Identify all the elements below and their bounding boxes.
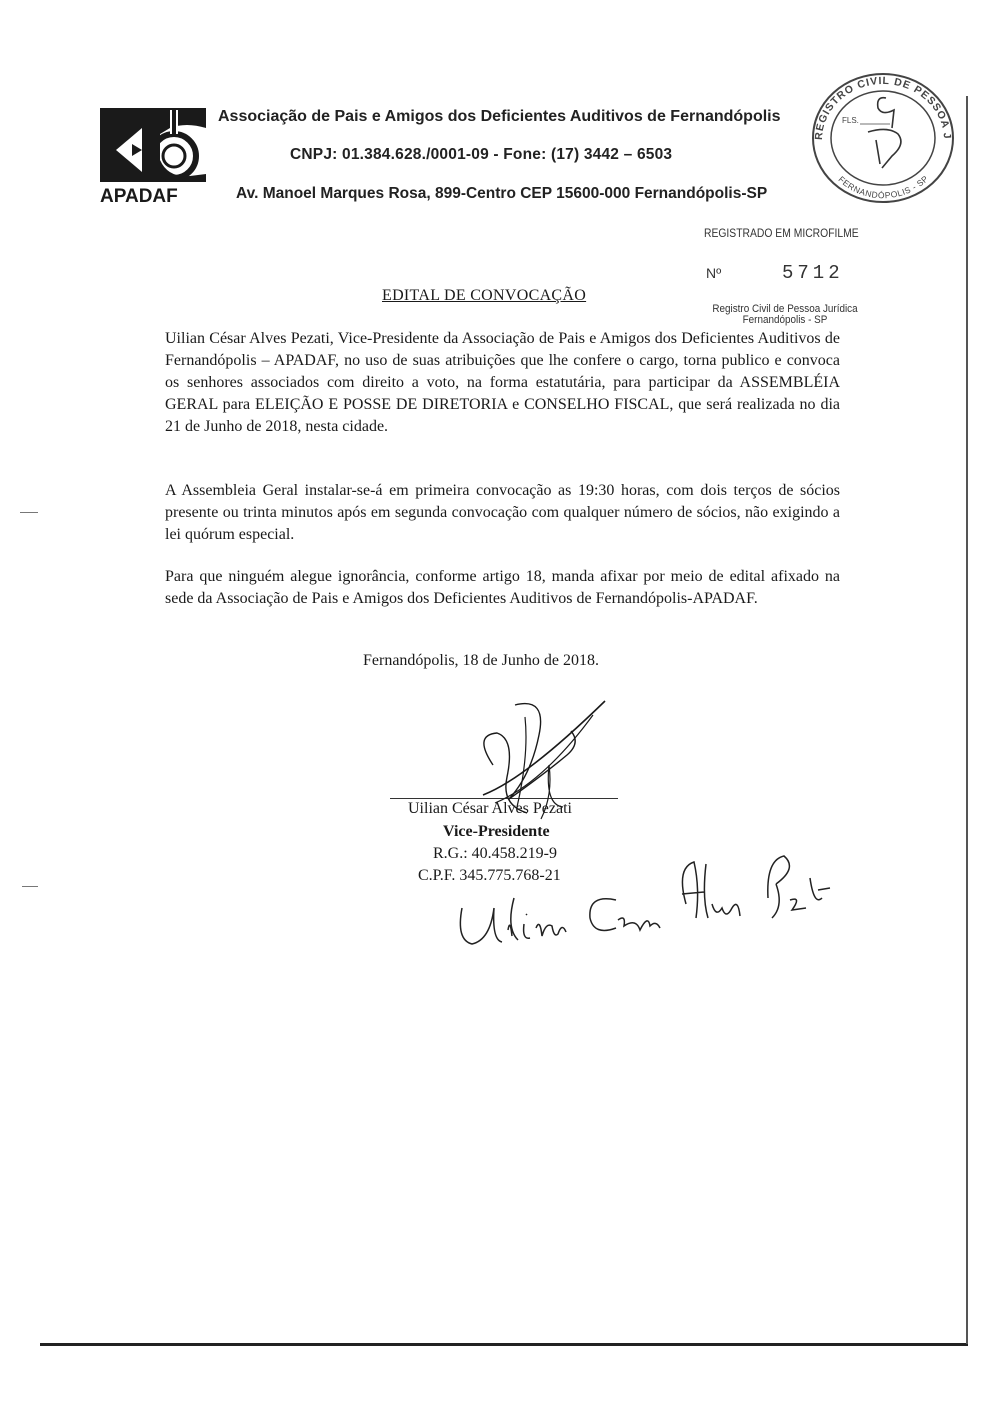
registry-number-label: Nº [706, 265, 722, 281]
scan-mark [20, 512, 38, 513]
stamp-fls: FLS. [842, 116, 859, 125]
org-address: Av. Manoel Marques Rosa, 899-Centro CEP 15600-000 Fernandópolis-SP [236, 185, 768, 202]
registry-civil-stamp [704, 304, 866, 326]
bottom-rule [40, 1343, 968, 1346]
registry-civil-line2: Fernandópolis - SP [742, 314, 828, 326]
logo-wordmark: APADAF [100, 186, 178, 205]
signatory-cpf: C.P.F. 345.775.768-21 [418, 867, 561, 884]
scan-mark [22, 886, 38, 887]
document-title: EDITAL DE CONVOCAÇÃO [382, 287, 587, 304]
apadaf-logo [98, 100, 216, 205]
microfilm-stamp: REGISTRADO EM MICROFILME [704, 228, 859, 240]
registry-number: 5712 [782, 262, 844, 284]
org-contact: CNPJ: 01.384.628./0001-09 - Fone: (17) 3442 – 6503 [290, 146, 673, 163]
signatory-role: Vice-Presidente [443, 823, 550, 840]
registry-seal [808, 68, 958, 208]
paragraph-publication: Para que ninguém alegue ignorância, conforme artigo 18, manda afixar por meio de edital afixado na sede da Associação de Pais e Amigos dos Deficientes Auditivos de Fernandópolis-APADAF. [165, 568, 840, 607]
org-name: Associação de Pais e Amigos dos Deficientes Auditivos de Fernandópolis [218, 108, 781, 125]
svg-text:REGISTRO CIVIL DE PESSOA JURID: REGISTRO CIVIL DE PESSOA J [812, 74, 954, 141]
paragraph-convocation: Uilian César Alves Pezati, Vice-Presidente da Associação de Pais e Amigos dos Deficientes Auditivos de Fernandópolis – APADAF, no uso de suas atribuições que lhe confere o cargo, torna publico e convoca os senhores associados com direito a voto, na forma estatutária, para participar da ASSEMBLÉIA GERAL para ELEIÇÃO E POSSE DE DIRETORIA e CONSELHO FISCAL, que será realizada no dia 21 de Junho de 2018, nesta cidade. [165, 330, 840, 435]
right-edge-rule [966, 96, 968, 1344]
paragraph-quorum: A Assembleia Geral instalar-se-á em primeira convocação as 19:30 horas, com dois terços de sócios presente ou trinta minutos após em segunda convocação com qualquer número de sócios, não exigindo a lei quórum especial. [165, 482, 840, 543]
registry-civil-line1: Registro Civil de Pessoa Jurídica [712, 303, 858, 315]
signatory-name: Uilian César Alves Pezati [408, 800, 572, 817]
svg-text:FERNANDÓPOLIS - SP: FERNANDÓPOLIS - SP [836, 173, 931, 201]
signature-scribble [455, 695, 615, 830]
handwritten-name [450, 848, 840, 958]
date-line: Fernandópolis, 18 de Junho de 2018. [363, 652, 599, 669]
signatory-rg: R.G.: 40.458.219-9 [433, 845, 557, 862]
